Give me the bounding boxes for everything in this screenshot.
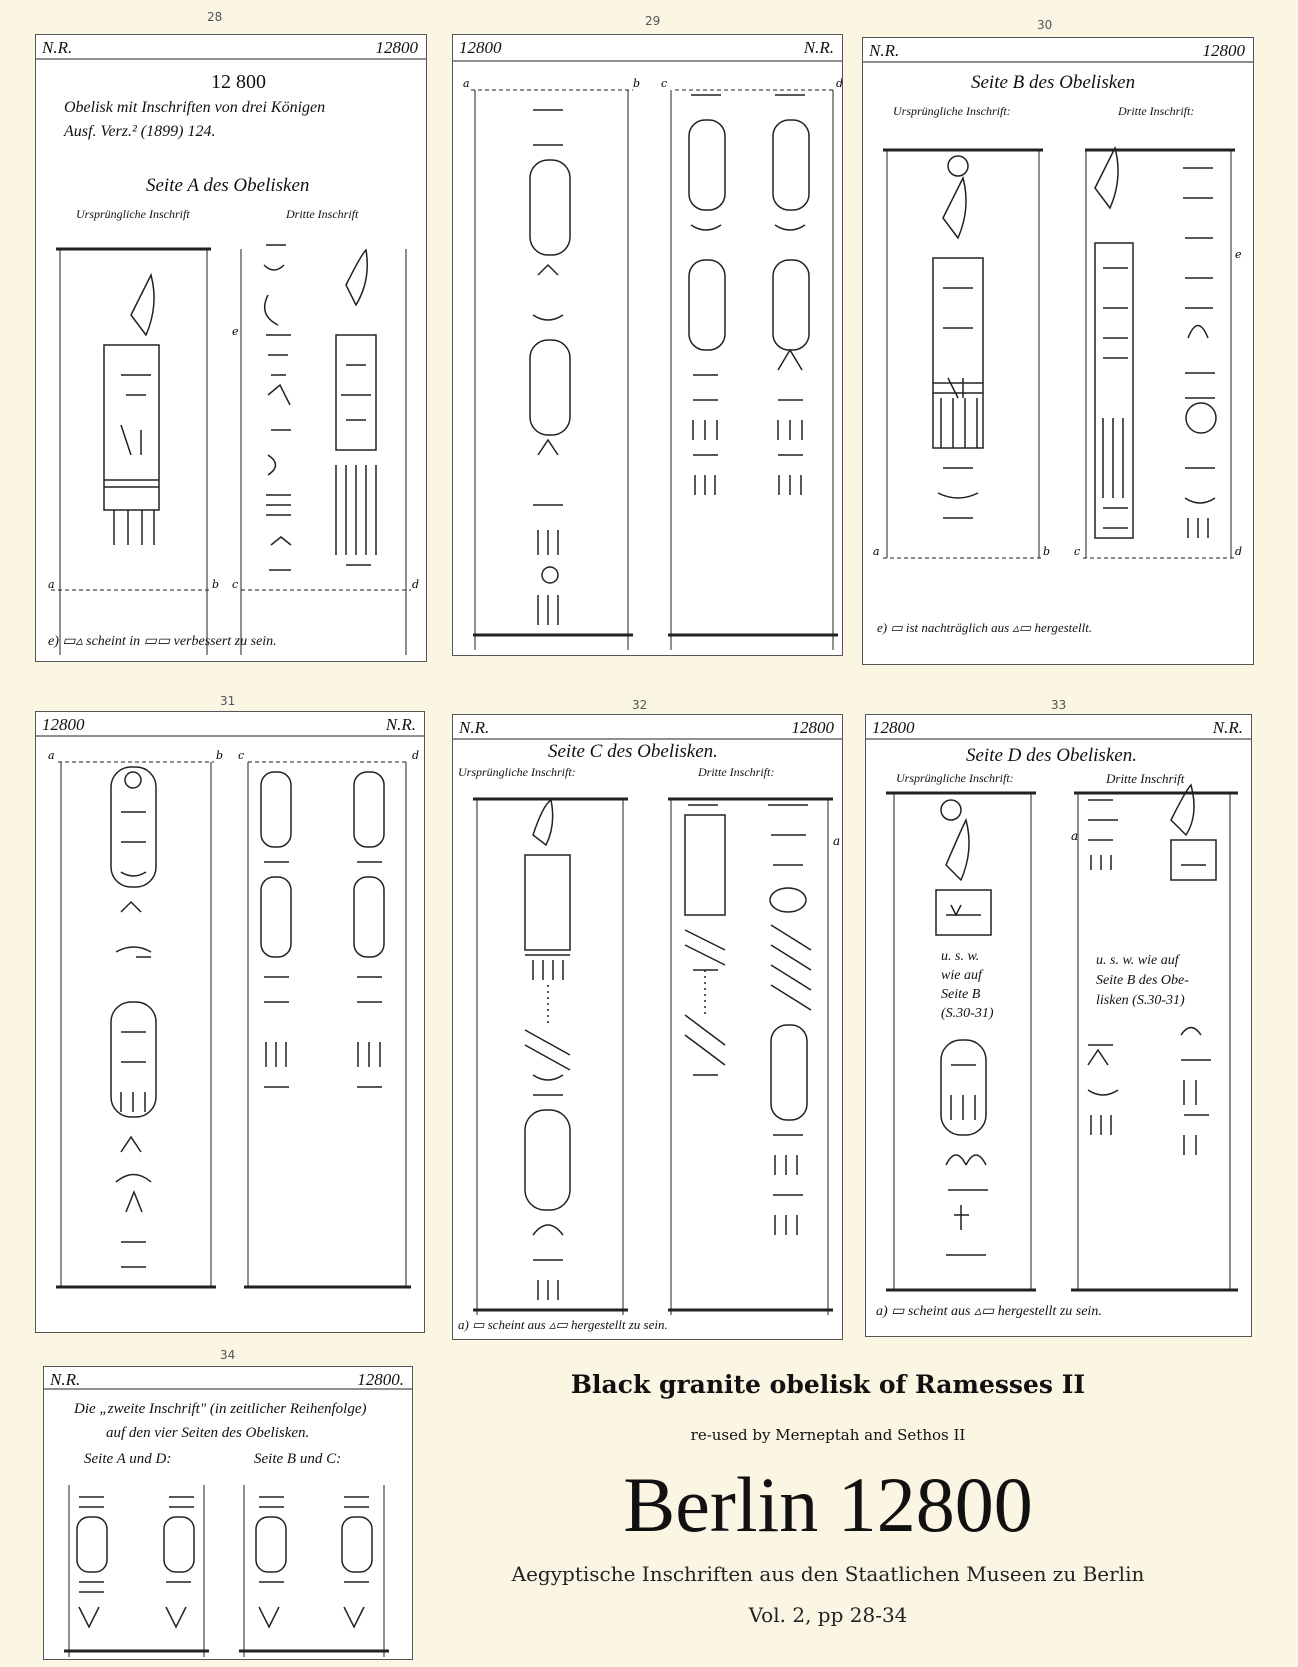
page-header-right: 12800. xyxy=(357,1370,404,1389)
subheading-right: Seite B und C: xyxy=(254,1451,342,1467)
page-31-sheet xyxy=(35,711,425,1333)
letter-a: a xyxy=(833,834,841,848)
subheading-left: Ursprüngliche Inschrift xyxy=(76,207,190,221)
page-number: 31 xyxy=(220,694,236,708)
subheading-right: Dritte Inschrift xyxy=(1106,771,1185,786)
page-28-sheet xyxy=(35,34,427,662)
letter-b: b xyxy=(216,749,224,762)
page-header-right: 12800 xyxy=(1202,41,1245,60)
letter-b: b xyxy=(212,578,220,591)
footnote: a) ▭ scheint aus ▵▭ hergestellt zu sein. xyxy=(876,1304,1102,1319)
page-header-right: N.R. xyxy=(1212,718,1243,737)
page-header-right: 12800 xyxy=(375,38,418,57)
page-33-sheet xyxy=(865,714,1252,1337)
page-header-left: N.R. xyxy=(869,41,900,60)
caption-reference: Vol. 2, pp 28-34 xyxy=(748,1603,908,1627)
subheading-left: Ursprüngliche Inschrift: xyxy=(893,104,1011,118)
letter-d: d xyxy=(412,578,420,591)
letter-e: e xyxy=(1235,248,1242,261)
page-29-drawing xyxy=(453,35,843,656)
subheading-right: Dritte Inschrift: xyxy=(1118,104,1195,118)
caption-subtitle: re-used by Merneptah and Sethos II xyxy=(690,1426,966,1444)
description-line-2: Ausf. Verz.² (1899) 124. xyxy=(64,123,216,140)
page-31-drawing xyxy=(36,712,425,1333)
page-30-drawing xyxy=(863,38,1254,665)
page-number: 29 xyxy=(645,14,661,28)
usw-note-left: u. s. w. wie auf Seite B (S.30-31) xyxy=(941,949,994,1021)
page-34-sheet xyxy=(43,1366,413,1660)
usw-note-right: u. s. w. wie auf Seite B des Obe- lisken (S.30-31) xyxy=(1096,953,1189,1008)
subheading-right: Dritte Inschrift: xyxy=(698,765,775,779)
footnote: e) ▭ ist nachträglich aus ▵▭ hergestellt. xyxy=(877,620,1093,635)
letter-c: c xyxy=(232,578,239,591)
page-header-right: N.R. xyxy=(385,715,416,734)
letter-b: b xyxy=(1043,545,1051,558)
letter-a: a xyxy=(1071,829,1079,843)
letter-c: c xyxy=(661,77,668,90)
page-30-sheet xyxy=(862,37,1254,665)
letter-d: d xyxy=(1235,545,1243,558)
caption-main-title: Berlin 12800 xyxy=(623,1461,1033,1548)
page-33-drawing xyxy=(866,715,1252,1337)
side-heading: Seite B des Obelisken xyxy=(971,72,1136,93)
side-heading: Seite D des Obelisken. xyxy=(966,745,1137,766)
page-header-left: 12800 xyxy=(42,715,85,734)
page-header-left: N.R. xyxy=(459,718,490,737)
page-number: 34 xyxy=(220,1348,236,1362)
subheading-right: Dritte Inschrift xyxy=(286,207,359,221)
letter-a: a xyxy=(463,77,470,90)
letter-b: b xyxy=(633,77,641,90)
letter-e: e xyxy=(232,325,239,338)
page-32-sheet xyxy=(452,714,843,1340)
letter-d: d xyxy=(836,77,844,90)
side-heading: Seite C des Obelisken. xyxy=(548,741,718,762)
description-line-1: Die „zweite Inschrift" (in zeitlicher Reihenfolge) xyxy=(74,1401,367,1417)
footnote: a) ▭ scheint aus ▵▭ hergestellt zu sein. xyxy=(458,1317,668,1332)
description-line-1: Obelisk mit Inschriften von drei Königen xyxy=(64,99,326,116)
page-header-left: 12800 xyxy=(872,718,915,737)
page-number: 28 xyxy=(207,10,223,24)
page-number: 32 xyxy=(632,698,648,712)
page-29-sheet xyxy=(452,34,843,656)
page-32-drawing xyxy=(453,715,843,1340)
letter-a: a xyxy=(48,749,55,762)
subheading-left: Ursprüngliche Inschrift: xyxy=(896,771,1014,785)
letter-d: d xyxy=(412,749,420,762)
page-header-left: N.R. xyxy=(42,38,73,57)
page-header-right: 12800 xyxy=(791,718,834,737)
side-heading: Seite A des Obelisken xyxy=(146,175,310,196)
subheading-left: Ursprüngliche Inschrift: xyxy=(458,765,576,779)
page-number: 30 xyxy=(1037,18,1053,32)
letter-a: a xyxy=(48,578,55,591)
caption-title: Black granite obelisk of Ramesses II xyxy=(570,1370,1086,1399)
catalog-number: 12 800 xyxy=(211,71,266,93)
subheading-left: Seite A und D: xyxy=(84,1451,172,1467)
letter-a: a xyxy=(873,545,880,558)
description-line-2: auf den vier Seiten des Obelisken. xyxy=(106,1425,310,1441)
page-number: 33 xyxy=(1051,698,1067,712)
letter-c: c xyxy=(238,749,245,762)
page-header-right: N.R. xyxy=(803,38,834,57)
page-header-left: N.R. xyxy=(50,1370,81,1389)
letter-c: c xyxy=(1074,545,1081,558)
page-header-left: 12800 xyxy=(459,38,502,57)
caption-series: Aegyptische Inschriften aus den Staatlichen Museen zu Berlin xyxy=(511,1562,1145,1586)
footnote: e) ▭▵ scheint in ▭▭ verbessert zu sein. xyxy=(48,634,277,649)
